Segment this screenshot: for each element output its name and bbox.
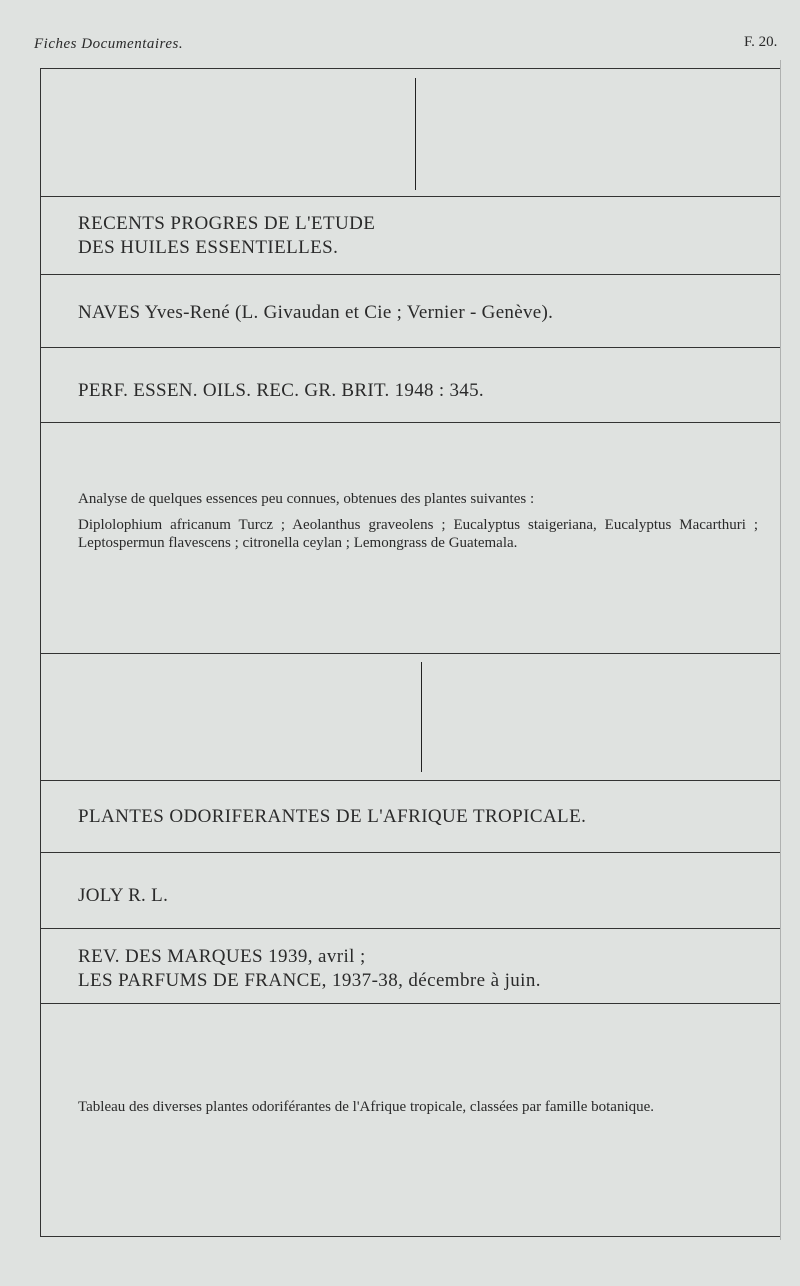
- rule-card1-author: [40, 347, 780, 348]
- card1-title-line: DES HUILES ESSENTIELLES.: [78, 237, 339, 258]
- card2-title: PLANTES ODORIFERANTES DE L'AFRIQUE TROPICALE.: [78, 806, 587, 827]
- card1-source: PERF. ESSEN. OILS. REC. GR. BRIT. 1948 : 345.: [78, 380, 484, 401]
- frame-right-border: [780, 60, 781, 1240]
- card1-abstract-p1: Analyse de quelques essences peu connues, obtenues des plantes suivantes :: [78, 491, 535, 507]
- rule-card2-title: [40, 852, 780, 853]
- card2-source: [78, 945, 541, 993]
- card1-abstract-p2: Diplolophium africanum Turcz ; Aeolanthus graveolens ; Eucalyptus staigeriana, Eucalyptus Macarthuri ; Leptospermun flavescens ; citronella ceylan ; Lemongrass de Guatemala.: [78, 517, 758, 551]
- rule-card1-title: [40, 274, 780, 275]
- rule-card1-header: [40, 196, 780, 197]
- frame-left-border: [40, 68, 41, 1236]
- rule-card2-source: [40, 1003, 780, 1004]
- card2-source-line: LES PARFUMS DE FRANCE, 1937-38, décembre à juin.: [78, 970, 541, 991]
- rule-top: [40, 68, 780, 69]
- card1-title-line: RECENTS PROGRES DE L'ETUDE: [78, 213, 376, 234]
- card2-source-line: REV. DES MARQUES 1939, avril ;: [78, 946, 366, 967]
- rule-card2-header: [40, 780, 780, 781]
- rule-bottom: [40, 1236, 780, 1237]
- card2-author: JOLY R. L.: [78, 885, 169, 906]
- header-page-number: F. 20.: [744, 34, 778, 50]
- card1-divider: [415, 78, 416, 190]
- rule-card2-author: [40, 928, 780, 929]
- card2-divider: [421, 662, 422, 772]
- card1-author: NAVES Yves-René (L. Givaudan et Cie ; Vernier - Genève).: [78, 302, 554, 323]
- rule-card1-source: [40, 422, 780, 423]
- card1-abstract: [78, 490, 758, 560]
- rule-card2-top: [40, 653, 780, 654]
- header-series-title: Fiches Documentaires.: [34, 36, 184, 52]
- card1-title: [78, 212, 375, 260]
- card2-abstract: Tableau des diverses plantes odoriférantes de l'Afrique tropicale, classées par famille botanique.: [78, 1099, 655, 1115]
